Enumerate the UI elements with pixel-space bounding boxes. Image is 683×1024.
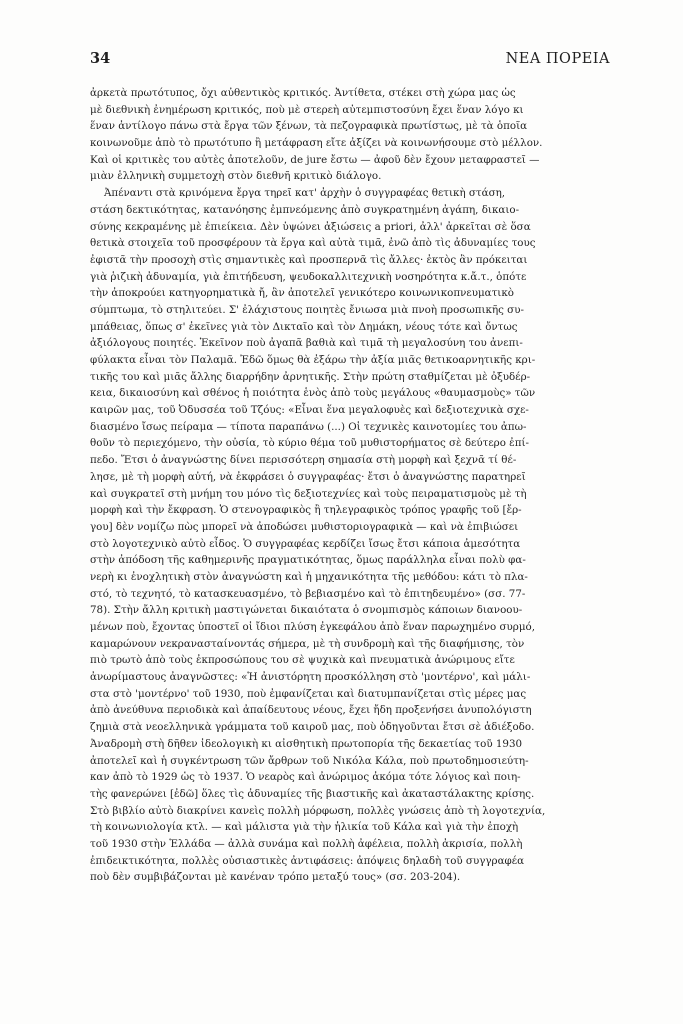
text-line: ἀπὸ ἀνεύθυνα περιοδικὰ καὶ ἀπαίδευτους νέους, ἔχει ἤδη προξενήσει ἀνυπολόγιστη xyxy=(90,704,532,717)
text-line: καὶ συγκρατεῖ στὴ μνήμη του μόνο τὶς δεξιοτεχνίες καὶ τοὺς πειραματισμοὺς μὲ τὴ xyxy=(90,487,527,500)
text-line: κοινωνοῦμε ἀπὸ τὸ πρωτότυπο ἢ μετάφραση εἴτε ἀξίζει νὰ κοινωνήσουμε στὸ μέλλον. xyxy=(90,137,543,150)
text-line: ἀξιόλογους ποιητές. Ἐκεῖνον ποὺ ἀγαπᾶ βαθιὰ καὶ τιμᾶ τὴ μεγαλοσύνη του ἀνεπι- xyxy=(90,337,523,350)
text-line: ἀποτελεῖ καὶ ἡ συγκέντρωση τῶν ἄρθρων τοῦ Νικόλα Κάλα, ποὺ πρωτοδημοσιεύτη- xyxy=(90,754,529,767)
text-line: ἀρκετὰ πρωτότυπος, ὄχι αὐθεντικὸς κριτικός. Ἀντίθετα, στέκει στὴ χώρα μας ὡς xyxy=(90,87,516,99)
text-line: Ἀναδρομὴ στὴ δῆθεν ἰδεολογικὴ κι αἰσθητικὴ πρωτοπορία τῆς δεκαετίας τοῦ 1930 xyxy=(90,737,523,750)
page-number: 34 xyxy=(90,50,111,67)
text-line: στό, τὸ τεχνητό, τὸ κατασκευασμένο, τὸ βεβιασμένο καὶ τὸ ἐπιτηδευμένο» (σσ. 77- xyxy=(90,587,526,600)
text-line: ἀνωρίμαστους ἀναγνῶστες: «Ἡ ἀνιστόρητη προσκόλληση στὸ 'μοντέρνο', καὶ μάλι- xyxy=(90,671,531,684)
text-line: τοῦ 1930 στὴν Ἑλλάδα — ἀλλὰ συνάμα καὶ πολλὴ ἀφέλεια, πολλὴ ἀκρισία, πολλὴ xyxy=(90,837,523,850)
text-line: ἕναν ἀντίλογο πάνω στὰ ἔργα τῶν ξένων, τὰ πεζογραφικὰ πρωτίστως, μὲ τὰ ὁποῖα xyxy=(90,120,528,133)
text-line: ποὺ δὲν συμβιβάζονται μὲ κανέναν τρόπο μεταξύ τους» (σσ. 203-204). xyxy=(90,871,461,884)
text-line: ἐφιστᾶ τὴν προσοχὴ στὶς σημαντικὲς καὶ προσπερνᾶ τὶς ἄλλες· ἐκτὸς ἂν πρόκειται xyxy=(90,253,528,266)
text-line: τὴ κοινωνιολογία κτλ. — καὶ μάλιστα γιὰ τὴν ἡλικία τοῦ Κάλα καὶ γιὰ τὴν ἐποχὴ xyxy=(90,821,519,834)
text-line: Ἀπέναντι στὰ κρινόμενα ἔργα τηρεῖ κατ' ἀρχὴν ὁ συγγραφέας θετικὴ στάση, xyxy=(104,187,506,200)
text-line: νερὴ κι ἐνοχλητικὴ στὸν ἀναγνώστη καὶ ἡ μηχανικότητα τῆς μεθόδου: κάτι τὸ πλα- xyxy=(90,570,528,583)
text-line: καιρῶν μας, τοῦ Ὀδυσσέα τοῦ Τζόυς: «Εἶναι ἕνα μεγαλοφυὲς καὶ δεξιοτεχνικὰ σχε- xyxy=(90,404,529,417)
text-line: κεια, δικαιοσύνη καὶ σθένος ἡ ποιότητα ἑνὸς ἀπὸ τοὺς μεγάλους «θαυμασμοὺς» τῶν xyxy=(90,387,536,400)
running-title: ΝΕΑ ΠΟΡΕΙΑ xyxy=(505,51,610,67)
text-line: πιὸ τρωτὸ ἀπὸ τοὺς ἐκπροσώπους του σὲ ψυχικὰ καὶ πνευματικὰ ἀνώριμους εἴτε xyxy=(90,654,515,667)
text-line: τὴν ἀποκρούει κατηγορηματικὰ ἤ, ἂν ἀποτελεῖ γενικότερο κοινωνικοπνευματικὸ xyxy=(90,287,514,300)
text-line: πεδο. Ἔτσι ὁ ἀναγνώστης δίνει περισσότερη σημασία στὴ μορφὴ καὶ ξεχνᾶ τί θέ- xyxy=(90,454,517,467)
text-line: μορφὴ καὶ τὴν ἔκφραση. Ὁ στενογραφικὸς ἢ τηλεγραφικὸς τρόπος γραφῆς τοῦ [ἔρ- xyxy=(90,504,522,517)
text-line: στὴν ἀπόδοση τῆς καθημερινῆς πραγματικότητας, ὅμως παράλληλα εἶναι πολὺ φα- xyxy=(90,554,526,567)
text-line: φύλακτα εἶναι τὸν Παλαμᾶ. Ἐδῶ ὅμως θὰ ἐξάρω τὴν ἀξία μιᾶς θετικοαρνητικῆς κρι- xyxy=(90,354,536,366)
text-line: καμαρώνουν νεκρανασταίνοντάς σήμερα, μὲ τὴ συνδρομὴ καὶ τῆς διαφήμισης, τὸν xyxy=(90,637,525,650)
text-line: στὸ λογοτεχνικὸ αὐτὸ εἶδος. Ὁ συγγραφέας κερδίζει ἴσως ἔτσι κάποια ἀμεσότητα xyxy=(90,537,521,550)
text-line: τικῆς του καὶ μιᾶς ἄλλης διαρρήδην ἀρνητικῆς. Στὴν πρώτη σταθμίζεται μὲ ὀξυδέρ- xyxy=(90,370,531,383)
text-line: 78). Στὴν ἄλλη κριτικὴ μαστιγώνεται δικαιότατα ὁ σνομπισμὸς κάποιων διανοου- xyxy=(90,604,523,617)
text-line: θοῦν τὸ περιεχόμενο, τὴν οὐσία, τὸ κύριο θέμα τοῦ μυθιστορήματος σὲ δεύτερο ἐπί- xyxy=(90,437,529,450)
text-line: τὴς φανερώνει [ἐδῶ] ὅλες τὶς ἀδυναμίες τῆς βιαστικῆς καὶ ἀκαταστάλακτης κρίσης. xyxy=(90,787,535,800)
text-line: στα στὸ 'μοντέρνο' τοῦ 1930, ποὺ ἐμφανίζεται καὶ διατυμπανίζεται στὶς μέρες μας xyxy=(90,687,527,700)
text-line: σύνης κεκραμένης μὲ ἐπιείκεια. Δὲν ὑψώνει ἀξιώσεις a priori, ἀλλ' ἀρκεῖται σὲ ὅσα xyxy=(90,220,531,233)
text-line: διασμένο ἴσως πείραμα — τίποτα παραπάνω (...) Οἱ τεχνικὲς καινοτομίες του ἀπω- xyxy=(90,420,527,433)
text-line: γου] δὲν νομίζω πὼς μπορεῖ νὰ ἀποδώσει μυθιστοριογραφικὰ — καὶ νὰ ἐπιβιώσει xyxy=(90,520,519,533)
text-line: καν ἀπὸ τὸ 1929 ὡς τὸ 1937. Ὁ νεαρὸς καὶ ἀνώριμος ἀκόμα τότε λόγιος καὶ ποιη- xyxy=(90,771,521,784)
text-line: ζημιὰ στὰ νεοελληνικὰ γράμματα τοῦ καιροῦ μας, ποὺ ὁδηγοῦνται ἔτσι σὲ ἀδιέξοδο. xyxy=(90,721,535,734)
body-text xyxy=(90,85,610,886)
text-line: ἐπιδεικτικότητα, πολλὲς οὐσιαστικὲς ἀντιφάσεις: ἀπόψεις δηλαδὴ τοῦ συγγραφέα xyxy=(90,854,525,867)
text-line: μένων ποὺ, ἔχοντας ὑποστεῖ οἱ ἴδιοι πλύση ἐγκεφάλου ἀπὸ ἕναν παρωχημένο συρμό, xyxy=(90,621,535,633)
text-line: Στὸ βιβλίο αὐτὸ διακρίνει κανεὶς πολλὴ μόρφωση, πολλὲς γνώσεις ἀπὸ τὴ λογοτεχνία, xyxy=(90,804,546,817)
text-line: θετικὰ στοιχεῖα τοῦ προσφέρουν τὰ ἔργα καὶ αὐτὰ τιμᾶ, ἐνῶ ἀπὸ τὶς ἀδυναμίες τους xyxy=(90,237,536,250)
text-line: σύμπτωμα, τὸ στηλιτεύει. Σ' ἐλάχιστους ποιητὲς ἔνιωσα μιὰ πνοὴ προσωπικῆς συ- xyxy=(90,303,524,316)
text-line: Καὶ οἱ κριτικὲς του αὐτὲς ἀποτελοῦν, de jure ἔστω — ἀφοῦ δὲν ἔχουν μεταφραστεῖ — xyxy=(90,153,540,166)
text-line: μιὰν ἑλληνικὴ συμμετοχὴ στὸν διεθνῆ κριτικὸ διάλογο. xyxy=(90,170,382,183)
page-header xyxy=(90,50,610,74)
text-line: μπάθειας, ὅπως σ' ἐκεῖνες γιὰ τὸν Δικταῖο καὶ τὸν Δημάκη, νέους τότε καὶ ὄντως xyxy=(90,320,518,333)
text-line: μὲ διεθνικὴ ἐνημέρωση κριτικός, ποὺ μὲ στερεὴ αὐτεμπιστοσύνη ἔχει ἕναν λόγο κι xyxy=(90,103,524,116)
text-line: γιὰ ῥιζικὴ ἀδυναμία, γιὰ ἐπιτήδευση, ψευδοκαλλιτεχνικὴ νοσηρότητα κ.ἄ.τ., ὁπότε xyxy=(90,270,527,283)
text-line: στάση δεκτικότητας, κατανόησης ἐμπνεόμενης ἀπὸ συγκρατημένη ἀγάπη, δικαιο- xyxy=(90,203,520,216)
text-line: λησε, μὲ τὴ μορφὴ αὐτή, νὰ ἐκφράσει ὁ συγγραφέας· ἔτσι ὁ ἀναγνώστης παρατηρεῖ xyxy=(90,470,526,483)
